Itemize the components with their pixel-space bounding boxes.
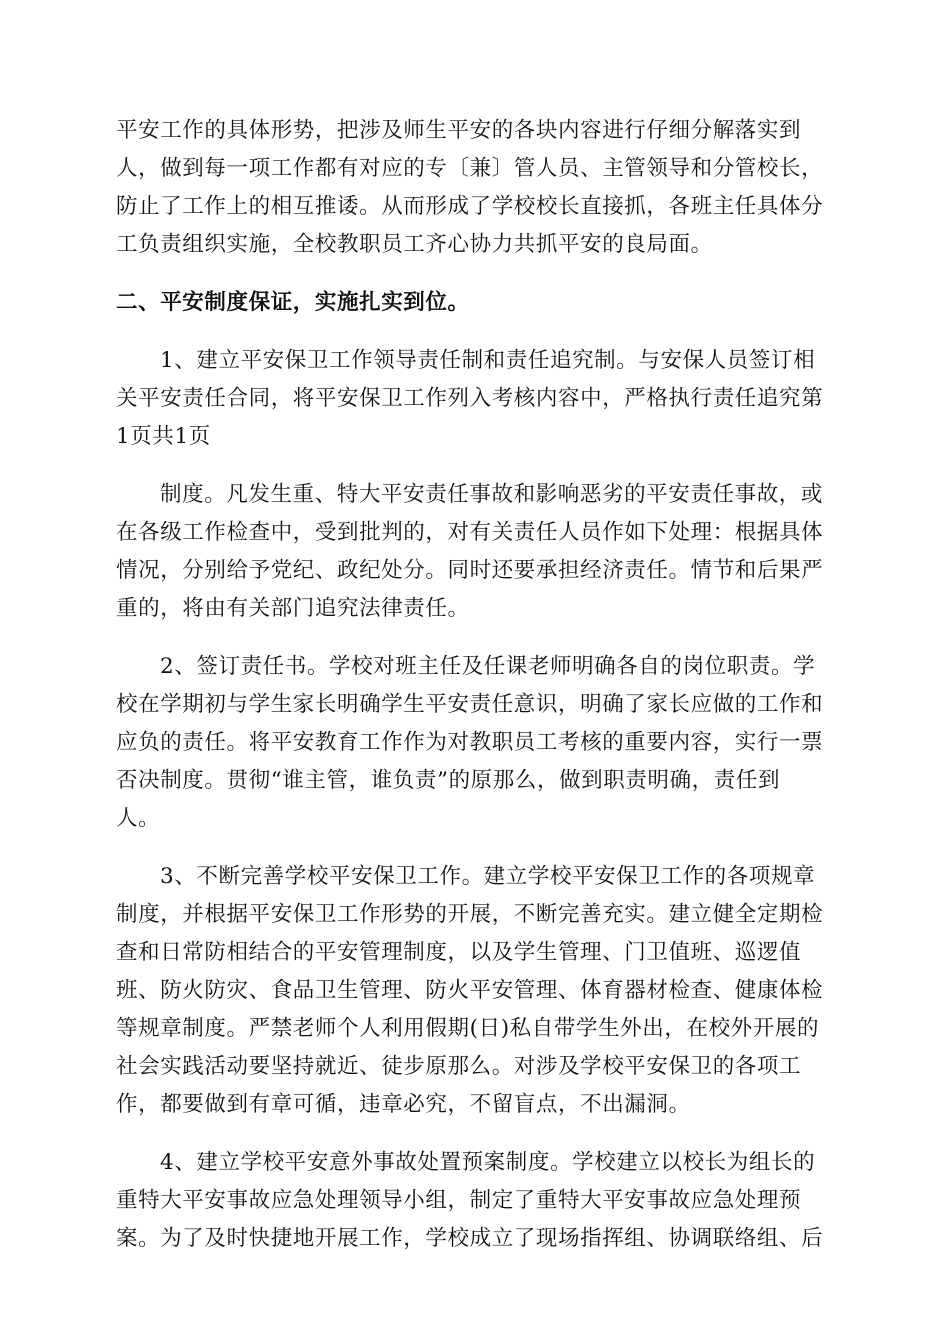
text-line: 重的，将由有关部门追究法律责任。 bbox=[116, 596, 470, 621]
text-line: 情况，分别给予党纪、政纪处分。同时还要承担经济责任。情节和后果严 bbox=[116, 558, 824, 583]
paragraph bbox=[116, 112, 832, 264]
section-heading bbox=[116, 284, 832, 322]
paragraph-gap bbox=[116, 838, 832, 858]
text-line: 在各级工作检查中，受到批判的，对有关责任人员作如下处理：根据具体 bbox=[116, 520, 824, 545]
text-line: 工负责组织实施，全校教职员工齐心协力共抓平安的良局面。 bbox=[116, 232, 713, 257]
text-line: 校在学期初与学生家长明确学生平安责任意识，明确了家长应做的工作和 bbox=[116, 692, 824, 717]
text-line: 二、平安制度保证，实施扎实到位。 bbox=[116, 290, 470, 315]
text-line: 应负的责任。将平安教育工作作为对教职员工考核的重要内容，实行一票 bbox=[116, 730, 824, 755]
text-line: 1页共1页 bbox=[116, 424, 211, 449]
text-line: 查和日常防相结合的平安管理制度，以及学生管理、门卫值班、巡逻值 bbox=[116, 940, 802, 965]
paragraph-gap bbox=[116, 1124, 832, 1144]
text-line: 作，都要做到有章可循，违章必究，不留盲点，不出漏洞。 bbox=[116, 1092, 691, 1117]
text-line: 班、防火防灾、食品卫生管理、防火平安管理、体育器材检查、健康体检 bbox=[116, 978, 824, 1003]
text-line: 人，做到每一项工作都有对应的专〔兼〕管人员、主管领导和分管校长， bbox=[116, 156, 824, 181]
text-line: 防止了工作上的相互推诿。从而形成了学校校长直接抓，各班主任具体分 bbox=[116, 194, 824, 219]
paragraph-gap bbox=[116, 456, 832, 476]
text-line: 制度，并根据平安保卫工作形势的开展，不断完善充实。建立健全定期检 bbox=[116, 902, 824, 927]
paragraph bbox=[116, 858, 832, 1124]
paragraph-gap bbox=[116, 264, 832, 284]
text-line: 平安工作的具体形势，把涉及师生平安的各块内容进行仔细分解落实到 bbox=[116, 118, 802, 143]
paragraph-gap bbox=[116, 322, 832, 342]
text-line: 否决制度。贯彻“谁主管，谁负责”的原那么，做到职责明确，责任到 bbox=[116, 768, 781, 793]
text-line: 1、建立平安保卫工作领导责任制和责任追究制。与安保人员签订相 bbox=[160, 348, 816, 373]
text-line: 社会实践活动要坚持就近、徒步原那么。对涉及学校平安保卫的各项工 bbox=[116, 1054, 802, 1079]
paragraph-gap bbox=[116, 628, 832, 648]
text-line: 3、不断完善学校平安保卫工作。建立学校平安保卫工作的各项规章 bbox=[160, 864, 816, 889]
text-line: 等规章制度。严禁老师个人利用假期(日)私自带学生外出，在校外开展的 bbox=[116, 1016, 820, 1041]
paragraph bbox=[116, 476, 832, 628]
paragraph bbox=[116, 648, 832, 838]
text-line: 制度。凡发生重、特大平安责任事故和影响恶劣的平安责任事故，或 bbox=[160, 482, 824, 507]
paragraph bbox=[116, 1144, 832, 1258]
text-line: 关平安责任合同，将平安保卫工作列入考核内容中，严格执行责任追究第 bbox=[116, 386, 824, 411]
text-line: 人。 bbox=[116, 806, 161, 831]
document-page bbox=[116, 112, 832, 1258]
text-line: 重特大平安事故应急处理领导小组，制定了重特大平安事故应急处理预 bbox=[116, 1188, 802, 1213]
paragraph bbox=[116, 342, 832, 456]
text-line: 案。为了及时快捷地开展工作，学校成立了现场指挥组、协调联络组、后 bbox=[116, 1226, 824, 1251]
text-line: 2、签订责任书。学校对班主任及任课老师明确各自的岗位职责。学 bbox=[160, 654, 816, 679]
text-line: 4、建立学校平安意外事故处置预案制度。学校建立以校长为组长的 bbox=[160, 1150, 816, 1175]
